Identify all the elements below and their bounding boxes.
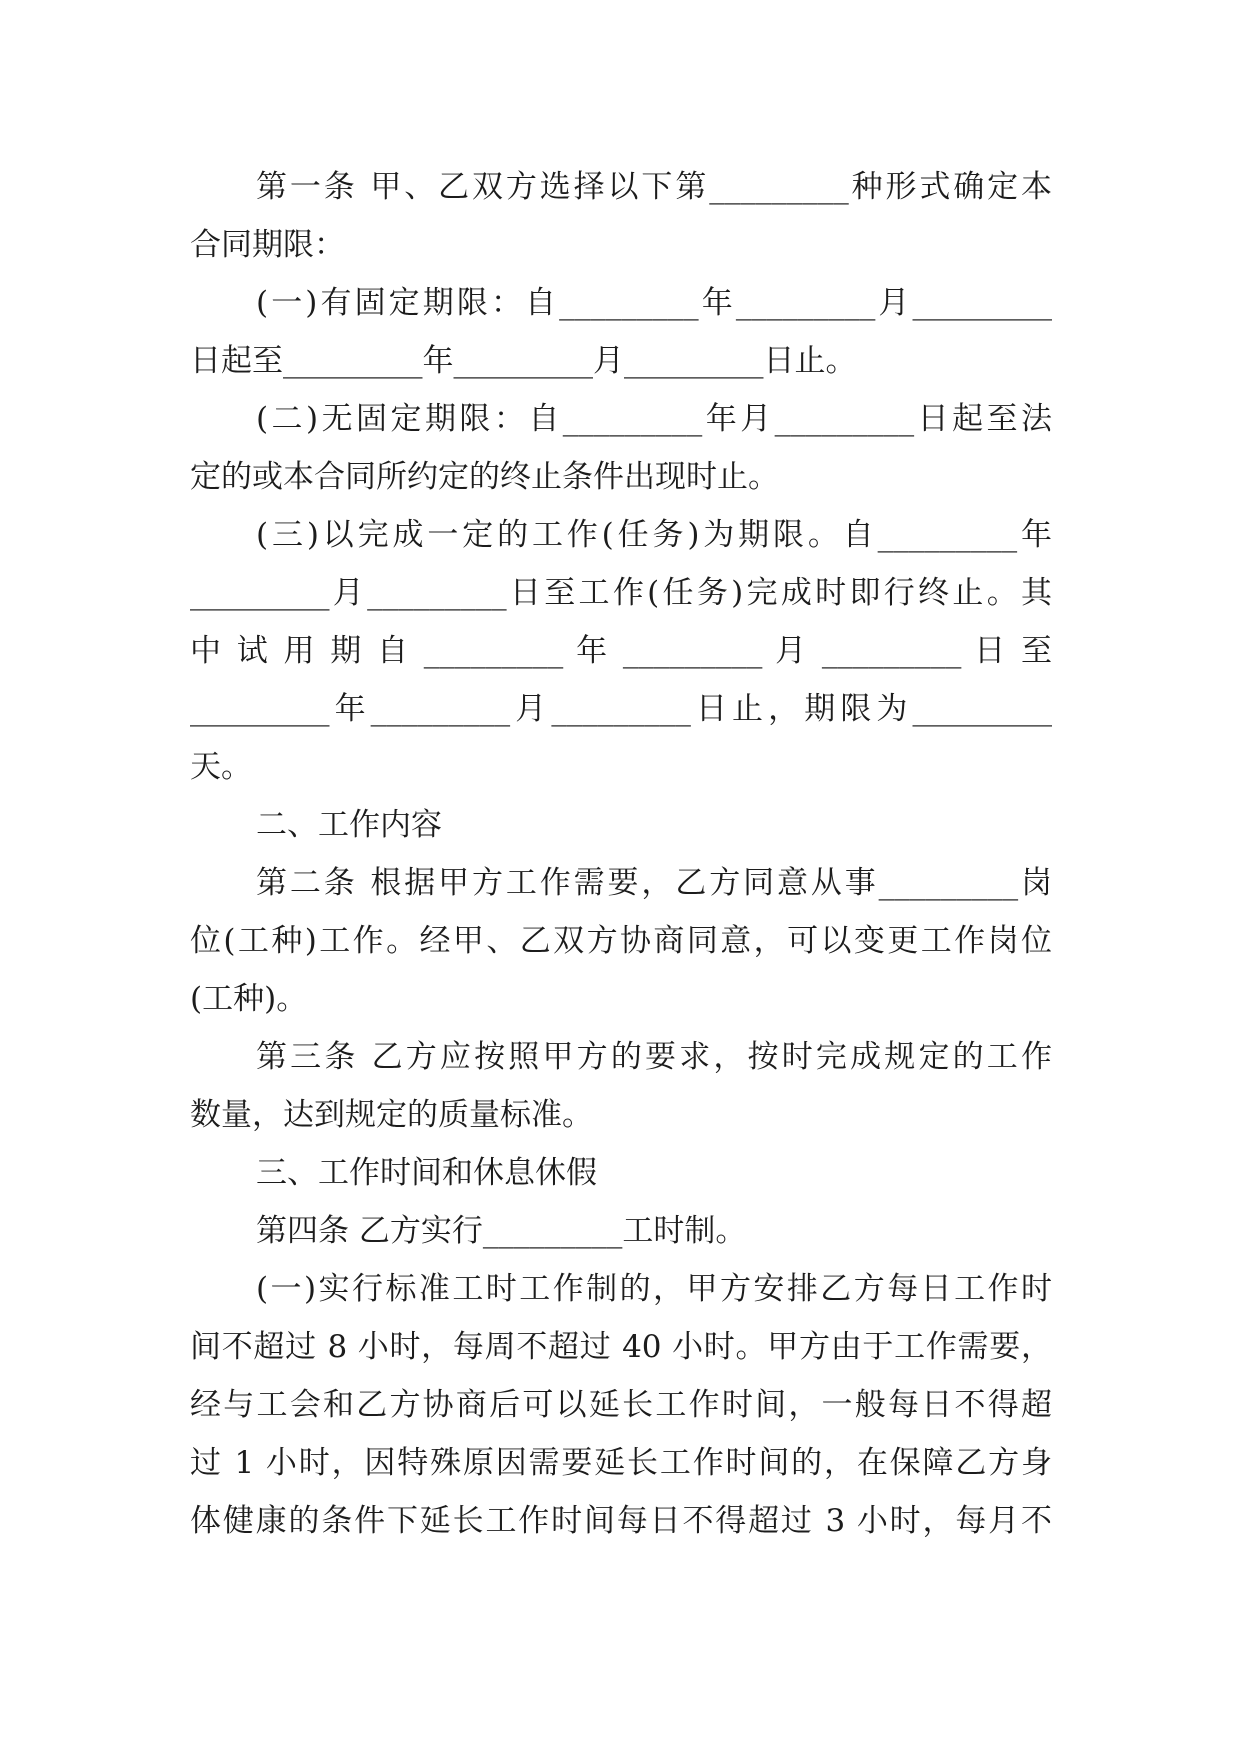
text-line: 第一条 甲、乙双方选择以下第_________种形式确定本	[256, 169, 1052, 205]
text-line: 间不超过 8 小时，每周不超过 40 小时。甲方由于工作需要，	[190, 1329, 1052, 1365]
text-line: 体健康的条件下延长工作时间每日不得超过 3 小时，每月不	[190, 1503, 1052, 1539]
section-heading: 二、工作内容	[256, 807, 442, 843]
text-line: 位(工种)工作。经甲、乙双方协商同意，可以变更工作岗位	[190, 923, 1052, 959]
text-line: 日起至_________年_________月_________日止。	[190, 343, 857, 379]
text-line: 第四条 乙方实行_________工时制。	[256, 1213, 747, 1249]
text-line: (三)以完成一定的工作(任务)为期限。自_________年	[256, 517, 1052, 553]
text-line: 过 1 小时，因特殊原因需要延长工作时间的，在保障乙方身	[190, 1445, 1052, 1481]
contract-text	[190, 158, 1052, 1550]
text-line: 定的或本合同所约定的终止条件出现时止。	[190, 459, 779, 495]
text-line: 中 试 用 期 自 _________ 年 _________ 月 _________ 日 至	[190, 633, 1052, 669]
text-line: 第二条 根据甲方工作需要，乙方同意从事_________岗	[256, 865, 1052, 901]
text-line: (工种)。	[190, 981, 308, 1017]
text-line: (二)无固定期限：自_________年月_________日起至法	[256, 401, 1052, 437]
text-line: 天。	[190, 749, 252, 785]
text-line: _________年_________月_________日止，期限为_________	[190, 691, 1052, 727]
text-line: _________月_________日至工作(任务)完成时即行终止。其	[190, 575, 1052, 611]
section-heading: 三、工作时间和休息休假	[256, 1155, 597, 1191]
text-line: 数量，达到规定的质量标准。	[190, 1097, 593, 1133]
text-line: (一)有固定期限：自_________年_________月_________	[256, 285, 1052, 321]
text-line: 合同期限：	[190, 227, 345, 263]
text-line: 第三条 乙方应按照甲方的要求，按时完成规定的工作	[256, 1039, 1052, 1075]
text-line: 经与工会和乙方协商后可以延长工作时间，一般每日不得超	[190, 1387, 1052, 1423]
text-line: (一)实行标准工时工作制的，甲方安排乙方每日工作时	[256, 1271, 1052, 1307]
